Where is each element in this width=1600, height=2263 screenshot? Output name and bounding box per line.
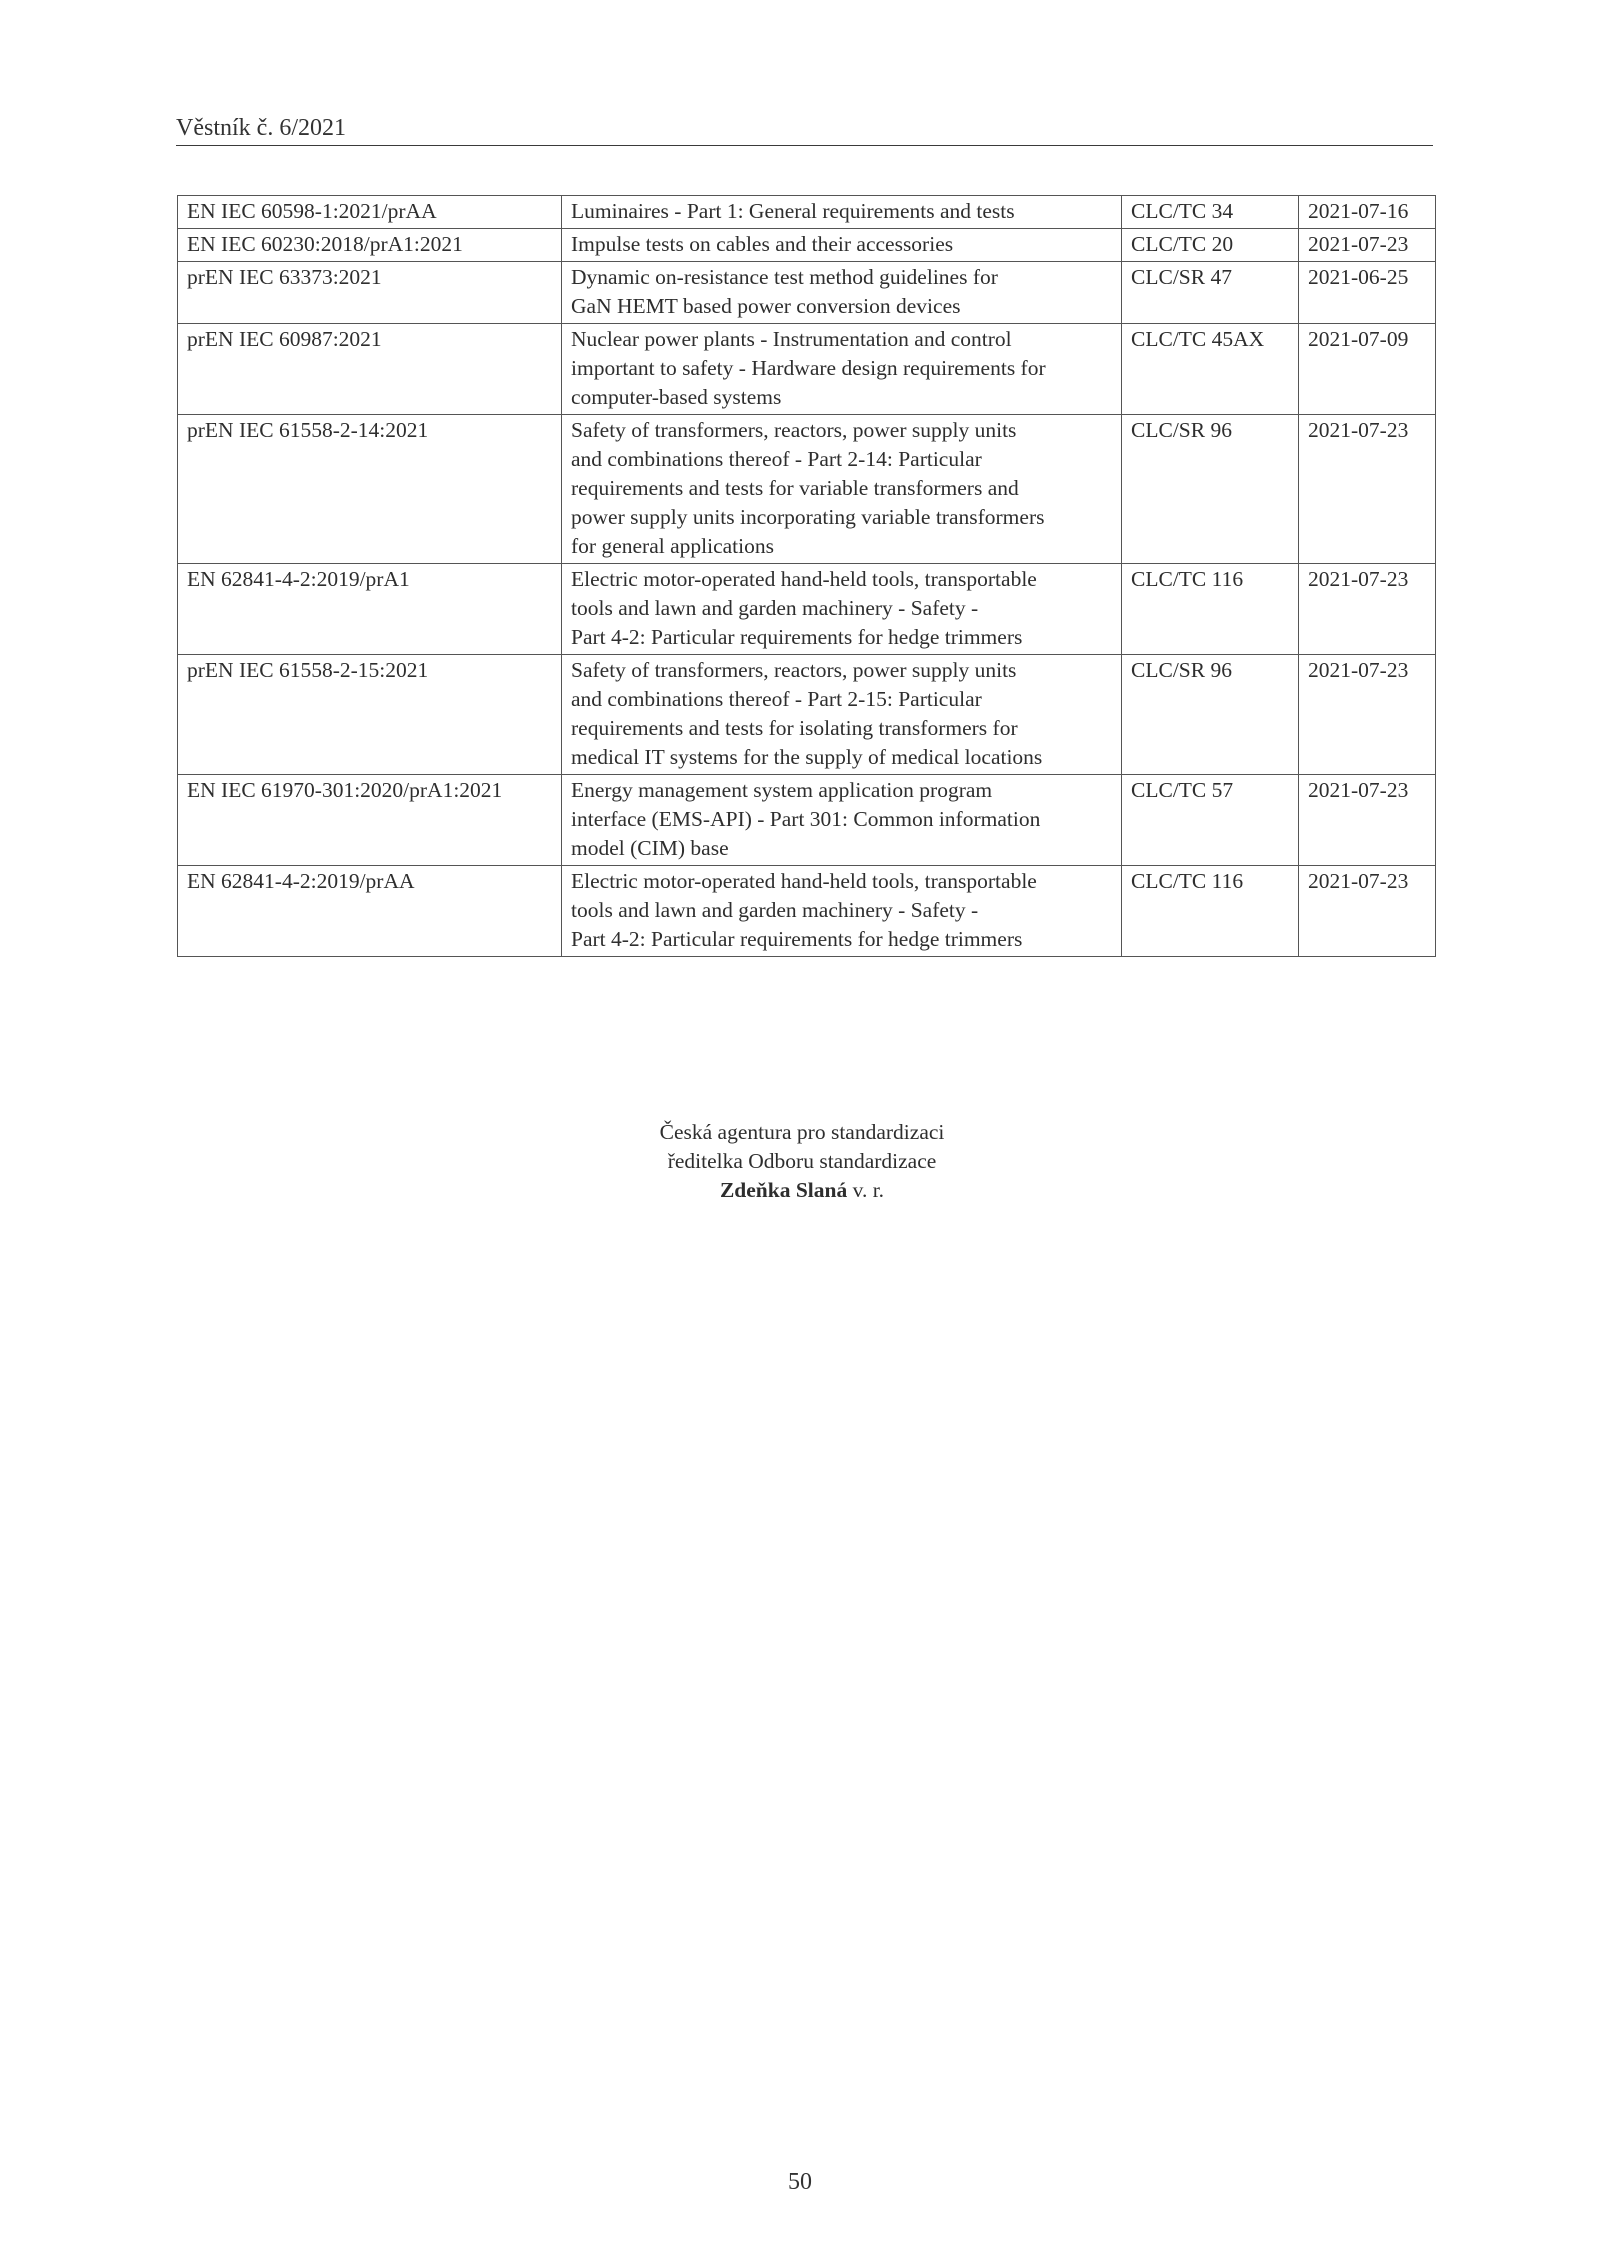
- committee-cell: CLC/SR 96: [1122, 415, 1299, 564]
- header-divider: [176, 145, 1433, 146]
- standard-title-cell: Dynamic on-resistance test method guidelines for GaN HEMT based power conversion devices: [562, 262, 1122, 324]
- committee-cell: CLC/TC 45AX: [1122, 324, 1299, 415]
- committee-cell: CLC/TC 116: [1122, 564, 1299, 655]
- standard-code-cell: prEN IEC 61558-2-14:2021: [178, 415, 562, 564]
- deadline-date-cell: 2021-07-09: [1299, 324, 1436, 415]
- table-row: [178, 866, 1436, 957]
- table-row: [178, 655, 1436, 775]
- standard-code-cell: EN 62841-4-2:2019/prA1: [178, 564, 562, 655]
- standard-code-cell: prEN IEC 61558-2-15:2021: [178, 655, 562, 775]
- deadline-date-cell: 2021-07-23: [1299, 775, 1436, 866]
- page-number: 50: [788, 2169, 812, 2195]
- standard-title-cell: Luminaires - Part 1: General requirements and tests: [562, 196, 1122, 229]
- table-row: [178, 196, 1436, 229]
- signatory-name: Zdeňka Slaná: [719, 1178, 848, 1202]
- standard-code-cell: prEN IEC 60987:2021: [178, 324, 562, 415]
- committee-cell: CLC/SR 47: [1122, 262, 1299, 324]
- standard-code-cell: EN IEC 60598-1:2021/prAA: [178, 196, 562, 229]
- signature-suffix: v. r.: [852, 1178, 885, 1202]
- deadline-date-cell: 2021-07-23: [1299, 564, 1436, 655]
- committee-cell: CLC/TC 57: [1122, 775, 1299, 866]
- deadline-date-cell: 2021-07-16: [1299, 196, 1436, 229]
- signatory-position: ředitelka Odboru standardizace: [667, 1149, 937, 1173]
- standard-code-cell: EN IEC 60230:2018/prA1:2021: [178, 229, 562, 262]
- deadline-date-cell: 2021-07-23: [1299, 655, 1436, 775]
- deadline-date-cell: 2021-07-23: [1299, 229, 1436, 262]
- table-row: [178, 324, 1436, 415]
- table-row: [178, 775, 1436, 866]
- standard-title-cell: Electric motor-operated hand-held tools, transportable tools and lawn and garden machinery - Safety - Part 4-2: Particular requirements for hedge trimmers: [562, 866, 1122, 957]
- standard-title-cell: Nuclear power plants - Instrumentation and control important to safety - Hardware design requirements for computer-based systems: [562, 324, 1122, 415]
- committee-cell: CLC/TC 34: [1122, 196, 1299, 229]
- table-row: [178, 229, 1436, 262]
- signature-block: [0, 1118, 1600, 1205]
- standard-title-cell: Safety of transformers, reactors, power supply units and combinations thereof - Part 2-14: Particular requirements and tests for variable transformers and power supply units incorporating variable transformers for general applications: [562, 415, 1122, 564]
- committee-cell: CLC/TC 116: [1122, 866, 1299, 957]
- standard-title-cell: Electric motor-operated hand-held tools, transportable tools and lawn and garden machinery - Safety - Part 4-2: Particular requirements for hedge trimmers: [562, 564, 1122, 655]
- table-row: [178, 262, 1436, 324]
- table-row: [178, 415, 1436, 564]
- signatory-line: [0, 1176, 1600, 1205]
- deadline-date-cell: 2021-07-23: [1299, 866, 1436, 957]
- standard-title-cell: Impulse tests on cables and their accessories: [562, 229, 1122, 262]
- standard-code-cell: EN IEC 61970-301:2020/prA1:2021: [178, 775, 562, 866]
- deadline-date-cell: 2021-07-23: [1299, 415, 1436, 564]
- standards-table: [177, 195, 1436, 957]
- standard-code-cell: prEN IEC 63373:2021: [178, 262, 562, 324]
- standard-code-cell: EN 62841-4-2:2019/prAA: [178, 866, 562, 957]
- table-row: [178, 564, 1436, 655]
- committee-cell: CLC/TC 20: [1122, 229, 1299, 262]
- agency-name: Česká agentura pro standardizaci: [659, 1120, 945, 1144]
- deadline-date-cell: 2021-06-25: [1299, 262, 1436, 324]
- standard-title-cell: Safety of transformers, reactors, power supply units and combinations thereof - Part 2-15: Particular requirements and tests for isolating transformers for medical IT systems for the supply of medical locations: [562, 655, 1122, 775]
- committee-cell: CLC/SR 96: [1122, 655, 1299, 775]
- standard-title-cell: Energy management system application program interface (EMS-API) - Part 301: Common information model (CIM) base: [562, 775, 1122, 866]
- journal-title: Věstník č. 6/2021: [176, 115, 346, 141]
